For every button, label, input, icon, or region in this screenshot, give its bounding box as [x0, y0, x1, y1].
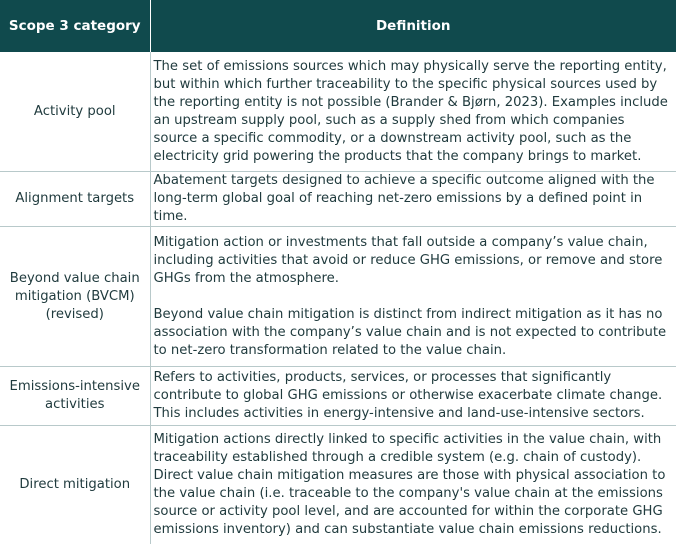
- table-row: [0, 426, 676, 544]
- definition-paragraph: Mitigation actions directly linked to specific activities in the value chain, with traceability established through a credible system (e.g. chain of custody). Direct value chain mitigation measures are those with physical association to the value chain (i.e. traceable to the company's value chain at the emissions source or activity pool level, and are accounted for within the corporate GHG emissions inventory) and can substantiate value chain emissions reductions.: [154, 431, 673, 539]
- definition-cell: [150, 426, 676, 544]
- definition-paragraph: Beyond value chain mitigation is distinct from indirect mitigation as it has no association with the company’s value chain and is not expected to contribute to net-zero transformation related to the value chain.: [154, 306, 673, 360]
- category-cell: Direct mitigation: [0, 426, 150, 544]
- definition-cell: [150, 172, 676, 227]
- category-cell: Activity pool: [0, 52, 150, 172]
- header-row: [0, 0, 676, 52]
- table-row: [0, 52, 676, 172]
- definition-paragraph: The set of emissions sources which may physically serve the reporting entity, but within which further traceability to the specific physical sources used by the reporting entity is not possible (Brander & Bjørn, 2023). Examples include an upstream supply pool, such as a supply shed from which companies source a specific commodity, or a downstream activity pool, such as the electricity grid powering the products that the company brings to market.: [154, 58, 673, 166]
- table-row: [0, 367, 676, 426]
- category-cell: Alignment targets: [0, 172, 150, 227]
- category-cell: Emissions-intensive activities: [0, 367, 150, 426]
- definition-paragraph: Mitigation action or investments that fall outside a company’s value chain, including activities that avoid or reduce GHG emissions, or remove and store GHGs from the atmosphere.: [154, 234, 673, 288]
- definition-cell: [150, 227, 676, 367]
- definition-paragraph: Refers to activities, products, services, or processes that significantly contribute to global GHG emissions or otherwise exacerbate climate change. This includes activities in energy-intensive and land-use-intensive sectors.: [154, 369, 673, 423]
- definition-paragraph: Abatement targets designed to achieve a specific outcome aligned with the long-term global goal of reaching net-zero emissions by a defined point in time.: [154, 172, 673, 226]
- table-row: [0, 227, 676, 367]
- header-category: Scope 3 category: [0, 0, 150, 52]
- definition-cell: [150, 52, 676, 172]
- definition-cell: [150, 367, 676, 426]
- header-definition: Definition: [150, 0, 676, 52]
- table-row: [0, 172, 676, 227]
- category-cell: Beyond value chain mitigation (BVCM) (revised): [0, 227, 150, 367]
